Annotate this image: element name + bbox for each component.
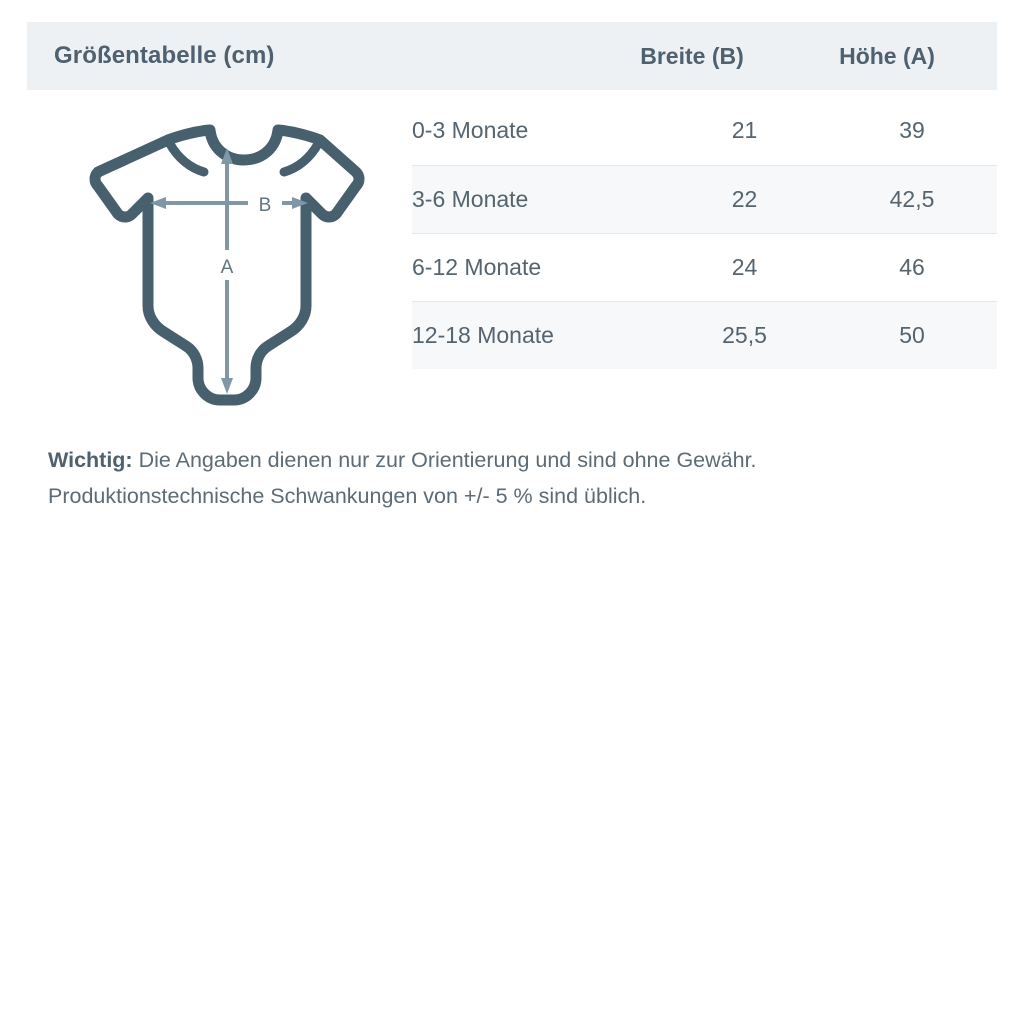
dimension-label-b: B bbox=[258, 195, 272, 216]
row-height: 39 bbox=[827, 97, 997, 165]
disclaimer-line-2: Produktionstechnische Schwankungen von +/- 5 % sind üblich. bbox=[48, 484, 647, 508]
row-height: 46 bbox=[827, 233, 997, 301]
row-width: 24 bbox=[662, 233, 827, 301]
row-width: 21 bbox=[662, 97, 827, 165]
table-header-band bbox=[27, 22, 997, 90]
disclaimer-line-1: Die Angaben dienen nur zur Orientierung und sind ohne Gewähr. bbox=[132, 448, 757, 472]
column-header-width: Breite (B) bbox=[640, 42, 744, 69]
table-row bbox=[412, 301, 997, 369]
size-table bbox=[412, 97, 997, 369]
size-table-body bbox=[412, 97, 997, 369]
row-label: 12-18 Monate bbox=[412, 321, 554, 348]
page-title: Größentabelle (cm) bbox=[54, 42, 275, 69]
row-label: 6-12 Monate bbox=[412, 233, 662, 301]
dimension-label-a: A bbox=[220, 257, 234, 278]
bodysuit-icon bbox=[60, 110, 390, 420]
column-header-height: Höhe (A) bbox=[839, 42, 935, 69]
row-width: 25,5 bbox=[722, 321, 767, 348]
row-label: 3-6 Monate bbox=[412, 165, 662, 233]
disclaimer-note bbox=[48, 442, 978, 514]
row-height: 50 bbox=[899, 321, 925, 348]
table-row bbox=[412, 165, 997, 233]
bodysuit-illustration bbox=[60, 110, 390, 420]
table-row bbox=[412, 97, 997, 165]
row-width: 22 bbox=[662, 165, 827, 233]
row-label: 0-3 Monate bbox=[412, 97, 662, 165]
row-height: 42,5 bbox=[827, 165, 997, 233]
disclaimer-lead: Wichtig: bbox=[48, 448, 133, 472]
table-row bbox=[412, 233, 997, 301]
